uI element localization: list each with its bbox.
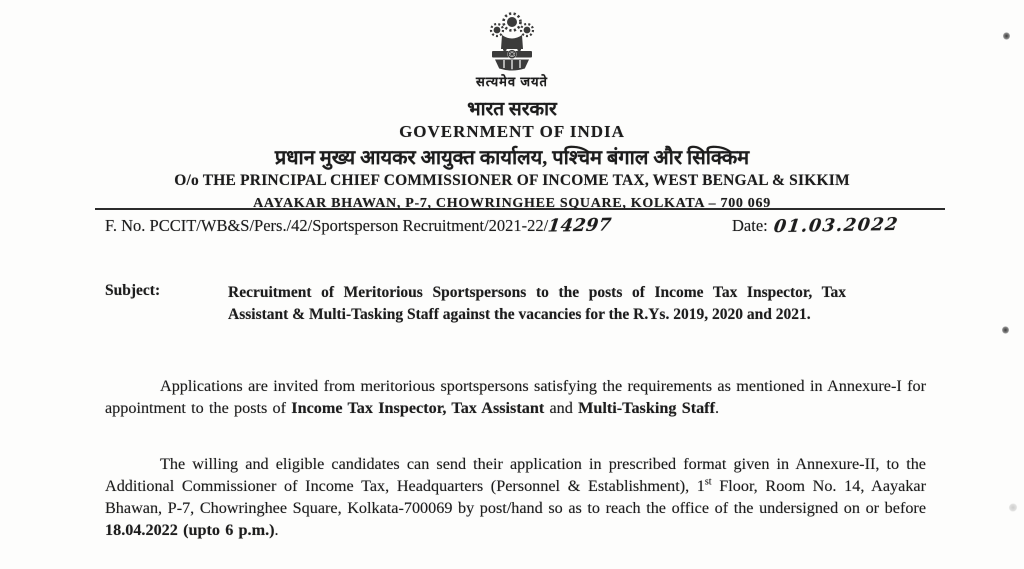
date-label: Date:: [732, 216, 768, 235]
file-number-handwritten: 14297: [546, 215, 613, 237]
file-number: [105, 216, 612, 236]
date-group: [732, 216, 898, 236]
paragraph-application-submission: [105, 453, 926, 541]
para1-bold-posts: Income Tax Inspector, Tax Assistant: [291, 399, 545, 417]
office-name-hindi: प्रधान मुख्य आयकर आयुक्त कार्यालय, पश्चिम बंगाल और सिक्किम: [274, 147, 750, 169]
subject-block: [105, 282, 846, 326]
para1-bold-mts: Multi-Tasking Staff: [578, 399, 715, 417]
para2-ordinal-superscript: st: [704, 476, 712, 488]
file-number-printed: F. No. PCCIT/WB&S/Pers./42/Sportsperson Recruitment/2021-22/: [105, 216, 549, 235]
scan-artifact-speck: [1002, 326, 1009, 334]
para2-bold-deadline: 18.04.2022 (upto 6 p.m.): [105, 521, 275, 539]
para1-period: .: [714, 399, 720, 417]
date-handwritten: 01.03.2022: [772, 214, 900, 238]
ashoka-lion-capital-emblem-icon: [484, 11, 540, 71]
scan-artifact-speck: [1003, 32, 1010, 40]
motto-satyameva-jayate: सत्यमेव जयते: [476, 74, 548, 89]
reference-row: [105, 216, 965, 244]
para2-text-address: Floor, Room No. 14, Aayakar Bhawan, P-7, Chowringhee Square, Kolkata-700069 by post/hand so as to reach the office of the undersigned on or before: [105, 477, 926, 517]
paragraph-applications-invited: [105, 375, 926, 419]
letterhead: [0, 0, 1024, 212]
para2-text: The willing and eligible candidates can send their application in prescribed format given in Annexure-II, to the Additional Commissioner of Income Tax, Headquarters (Personnel & Establishment), 1: [105, 455, 926, 495]
government-of-india-english: GOVERNMENT OF INDIA: [399, 122, 625, 141]
header-divider-line: [95, 208, 945, 210]
office-name-english: O/o THE PRINCIPAL CHIEF COMMISSIONER OF INCOME TAX, WEST BENGAL & SIKKIM: [174, 172, 850, 189]
para1-text-and: and: [544, 399, 579, 417]
subject-text: Recruitment of Meritorious Sportspersons to the posts of Income Tax Inspector, Tax Assistant & Multi-Tasking Staff against the vacancies for the R.Ys. 2019, 2020 and 2021.: [228, 284, 846, 323]
scan-artifact-speck: [1007, 501, 1019, 513]
office-address: AAYAKAR BHAWAN, P-7, CHOWRINGHEE SQUARE, KOLKATA – 700 069: [253, 196, 771, 211]
subject-label: Subject:: [105, 282, 161, 299]
government-of-india-hindi: भारत सरकार: [467, 99, 557, 120]
para2-period: .: [274, 521, 279, 539]
para1-text: Applications are invited from meritorious sportspersons satisfying the requirements as mentioned in Annexure-I for appointment to the posts of: [105, 377, 926, 417]
